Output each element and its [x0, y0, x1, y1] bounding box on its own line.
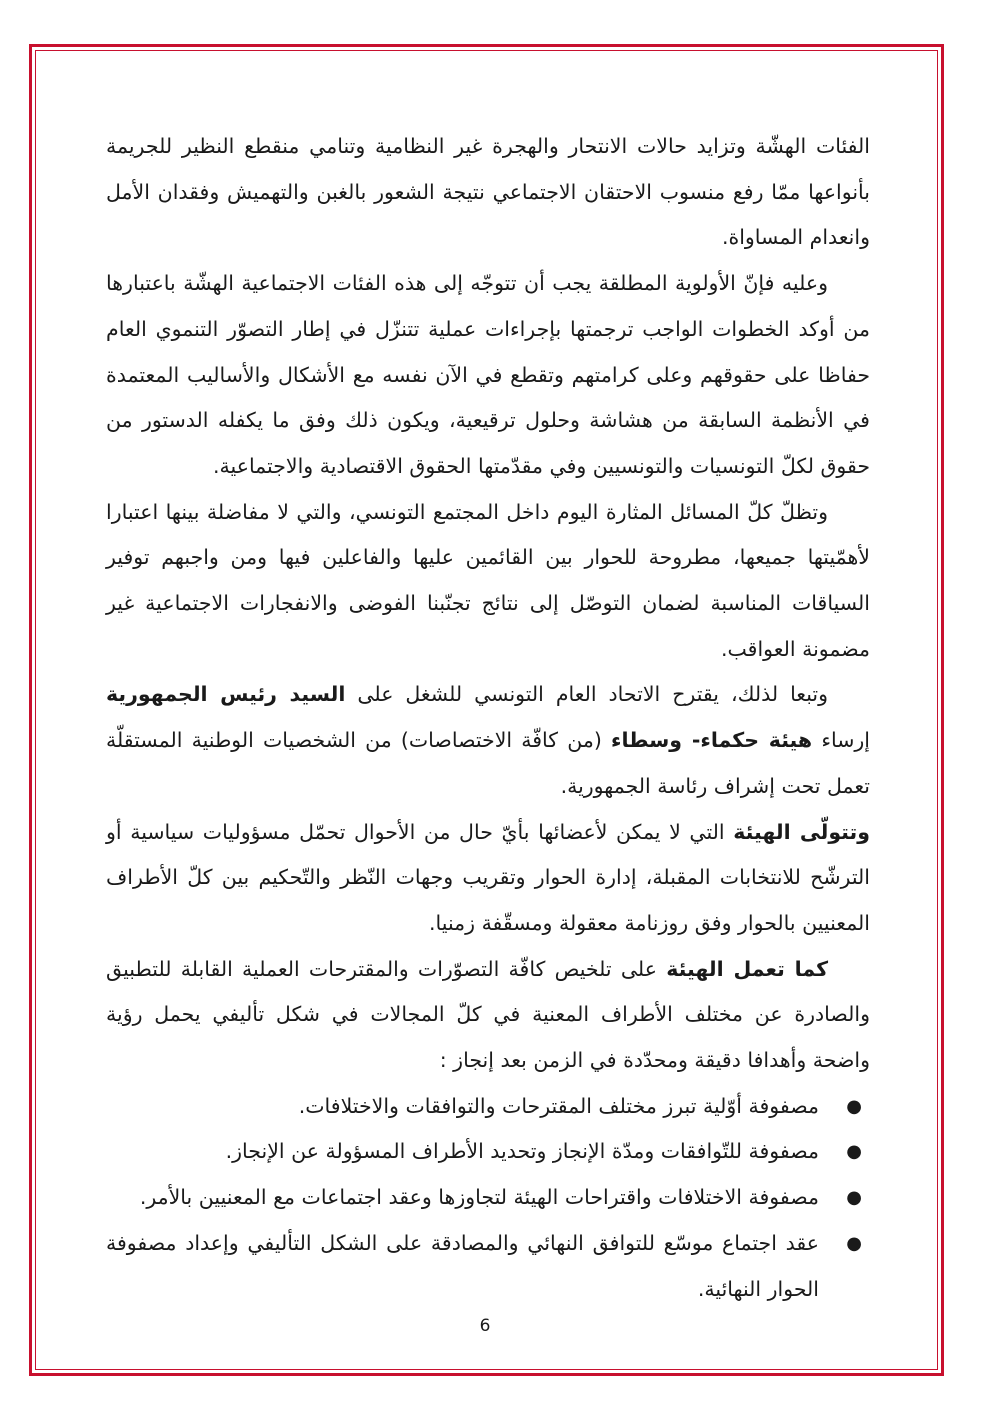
- paragraph-6-lead: كما تعمل الهيئة: [666, 956, 829, 981]
- paragraph-4-committee: هيئة حكماء- وسطاء: [611, 728, 813, 753]
- paragraph-4-text-e: (من كافّة الاختصاصات) من الشخصيات الوطنية المستقلّة تعمل تحت إشراف رئاسة الجمهورية.: [106, 728, 870, 798]
- list-item-text: مصفوفة أوّلية تبرز مختلف المقترحات والتوافقات والاختلافات.: [298, 1093, 819, 1118]
- list-item: [106, 1129, 870, 1175]
- paragraph-4: [106, 672, 870, 809]
- paragraph-4-text-a: وتبعا لذلك، يقترح الاتحاد العام التونسي للشغل على: [345, 682, 828, 707]
- paragraph-1-text: الفئات الهشّة وتزايد حالات الانتحار والهجرة غير النظامية وتنامي منقطع النظير للجريمة بأنواعها ممّا رفع منسوب الاحتقان الاجتماعي نتيجة الشعور بالغبن والتهميش وفقدان الأمل وانعدام المساواة.: [106, 134, 870, 250]
- list-item: [106, 1175, 870, 1221]
- paragraph-5-lead: وتتولّى الهيئة: [733, 819, 870, 844]
- bullet-icon: ●: [846, 1141, 862, 1163]
- paragraph-4-text-c: إرساء: [812, 728, 870, 753]
- list-item: [106, 1221, 870, 1312]
- bullet-icon: ●: [846, 1232, 862, 1254]
- paragraph-5: [106, 810, 870, 947]
- paragraph-4-president: السيد رئيس الجمهورية: [106, 682, 346, 707]
- paragraph-6: [106, 947, 870, 1084]
- paragraph-2-text: وعليه فإنّ الأولوية المطلقة يجب أن تتوجّه إلى هذه الفئات الاجتماعية الهشّة باعتبارها من أوكد الخطوات الواجب ترجمتها بإجراءات عملية تتنزّل في إطار التصوّر التنموي العام حفاظا على حقوقهم وعلى كرامتهم وتقطع في الآن نفسه مع الأشكال والأساليب المعتمدة في الأنظمة السابقة من هشاشة وحلول ترقيعية، ويكون ذلك وفق ما يكفله الدستور من حقوق لكلّ التونسيات والتونسيين وفي مقدّمتها الحقوق الاقتصادية والاجتماعية.: [106, 271, 870, 478]
- document-body: [106, 124, 870, 1312]
- list-item-text: مصفوفة الاختلافات واقتراحات الهيئة لتجاوزها وعقد اجتماعات مع المعنيين بالأمر.: [139, 1185, 819, 1210]
- paragraph-2: [106, 261, 870, 490]
- deliverables-list: [106, 1084, 870, 1313]
- paragraph-3: [106, 490, 870, 673]
- paragraph-6-text: على تلخيص كافّة التصوّرات والمقترحات العملية القابلة للتطبيق والصادرة عن مختلف الأطراف المعنية في كلّ المجالات في شكل تأليفي يحمل رؤية واضحة وأهدافا دقيقة ومحدّدة في الزمن بعد إنجاز :: [106, 956, 870, 1073]
- paragraph-3-text: وتظلّ كلّ المسائل المثارة اليوم داخل المجتمع التونسي، والتي لا مفاضلة بينها اعتبارا لأهمّيتها جميعها، مطروحة للحوار بين القائمين عليها والفاعلين فيها ومن واجبهم توفير السياقات المناسبة لضمان التوصّل إلى نتائج تجنّبنا الفوضى والانفجارات الاجتماعية غير مضمونة العواقب.: [106, 499, 870, 661]
- bullet-icon: ●: [846, 1187, 862, 1209]
- list-item: [106, 1084, 870, 1130]
- list-item-text: مصفوفة للتّوافقات ومدّة الإنجاز وتحديد الأطراف المسؤولة عن الإنجاز.: [225, 1139, 819, 1164]
- paragraph-5-text: التي لا يمكن لأعضائها بأيّ حال من الأحوال تحمّل مسؤوليات سياسية أو الترشّح للانتخابات المقبلة، إدارة الحوار وتقريب وجهات النّظر والتّحكيم بين كلّ الأطراف المعنيين بالحوار وفق روزنامة معقولة ومسقّفة زمنيا.: [106, 819, 870, 935]
- list-item-text: عقد اجتماع موسّع للتوافق النهائي والمصادقة على الشكل التأليفي وإعداد مصفوفة الحوار النهائية.: [106, 1230, 819, 1301]
- page-number: 6: [479, 1316, 491, 1336]
- paragraph-1: [106, 124, 870, 261]
- bullet-icon: ●: [846, 1095, 862, 1117]
